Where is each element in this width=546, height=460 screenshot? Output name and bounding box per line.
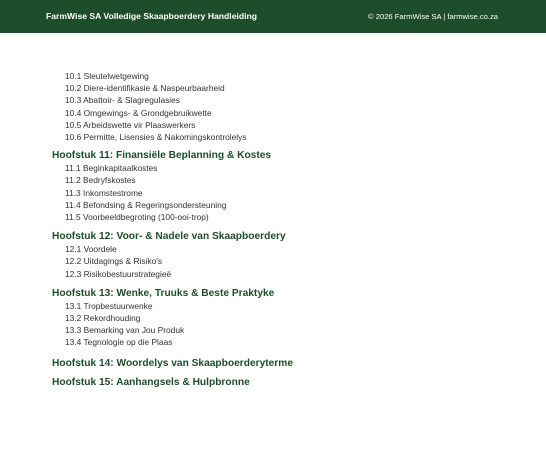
toc-item-11-4[interactable]: 11.4 Befondsing & Regeringsondersteuning xyxy=(65,199,227,210)
toc-item-11-3[interactable]: 11.3 Inkomstestrome xyxy=(65,187,143,198)
toc-item-13-2[interactable]: 13.2 Rekordhouding xyxy=(65,313,141,324)
toc-item-10-5[interactable]: 10.5 Arbeidswette vir Plaaswerkers xyxy=(65,119,196,130)
toc-item-12-1[interactable]: 12.1 Voordele xyxy=(65,244,117,255)
chapter-11-items xyxy=(52,162,512,223)
toc-item-10-2[interactable]: 10.2 Diere-identifikasie & Naspeurbaarheid xyxy=(65,83,225,94)
copyright-notice: © 2026 FarmWise SA | farmwise.co.za xyxy=(368,12,498,21)
table-of-contents xyxy=(52,70,512,389)
chapter-15-title[interactable]: Hoofstuk 15: Aanhangsels & Hulpbronne xyxy=(52,376,250,388)
chapter-13-items xyxy=(52,300,512,349)
document-header xyxy=(0,0,546,33)
toc-item-13-1[interactable]: 13.1 Tropbestuurwenke xyxy=(65,300,153,311)
chapter-12 xyxy=(52,230,512,280)
toc-item-10-3[interactable]: 10.3 Abattoir- & Slagregulasies xyxy=(65,95,180,106)
chapter-13-title[interactable]: Hoofstuk 13: Wenke, Truuks & Beste Praktyke xyxy=(52,287,275,299)
toc-item-10-1[interactable]: 10.1 Sleutelwetgewing xyxy=(65,71,149,81)
chapter-13 xyxy=(52,287,512,349)
chapter-12-title[interactable]: Hoofstuk 12: Voor- & Nadele van Skaapboerdery xyxy=(52,231,286,243)
chapter-12-items xyxy=(52,243,512,280)
chapter-10-items xyxy=(52,70,512,143)
toc-item-12-2[interactable]: 12.2 Uitdagings & Risiko's xyxy=(65,256,163,267)
chapter-14 xyxy=(52,357,512,370)
toc-item-11-1[interactable]: 11.1 Beginkapitaalkostes xyxy=(65,163,158,174)
chapter-14-title[interactable]: Hoofstuk 14: Woordelys van Skaapboerderyterme xyxy=(52,357,293,369)
chapter-15 xyxy=(52,376,512,389)
toc-item-10-6[interactable]: 10.6 Permitte, Lisensies & Nakomingskontrolelys xyxy=(65,132,247,143)
chapter-11 xyxy=(52,149,512,223)
toc-item-12-3[interactable]: 12.3 Risikobestuurstrategieë xyxy=(65,268,172,279)
document-title: FarmWise SA Volledige Skaapboerdery Handleiding xyxy=(46,11,257,21)
toc-item-13-4[interactable]: 13.4 Tegnologie op die Plaas xyxy=(65,337,173,348)
chapter-11-title[interactable]: Hoofstuk 11: Finansiële Beplanning & Kostes xyxy=(52,150,272,162)
toc-item-11-2[interactable]: 11.2 Bedryfskostes xyxy=(65,175,136,186)
toc-item-13-3[interactable]: 13.3 Bemarking van Jou Produk xyxy=(65,325,185,336)
toc-item-11-5[interactable]: 11.5 Voorbeeldbegroting (100-ooi-trop) xyxy=(65,212,209,223)
chapter-10 xyxy=(52,70,512,143)
toc-item-10-4[interactable]: 10.4 Omgewings- & Grondgebruikwette xyxy=(65,107,212,118)
